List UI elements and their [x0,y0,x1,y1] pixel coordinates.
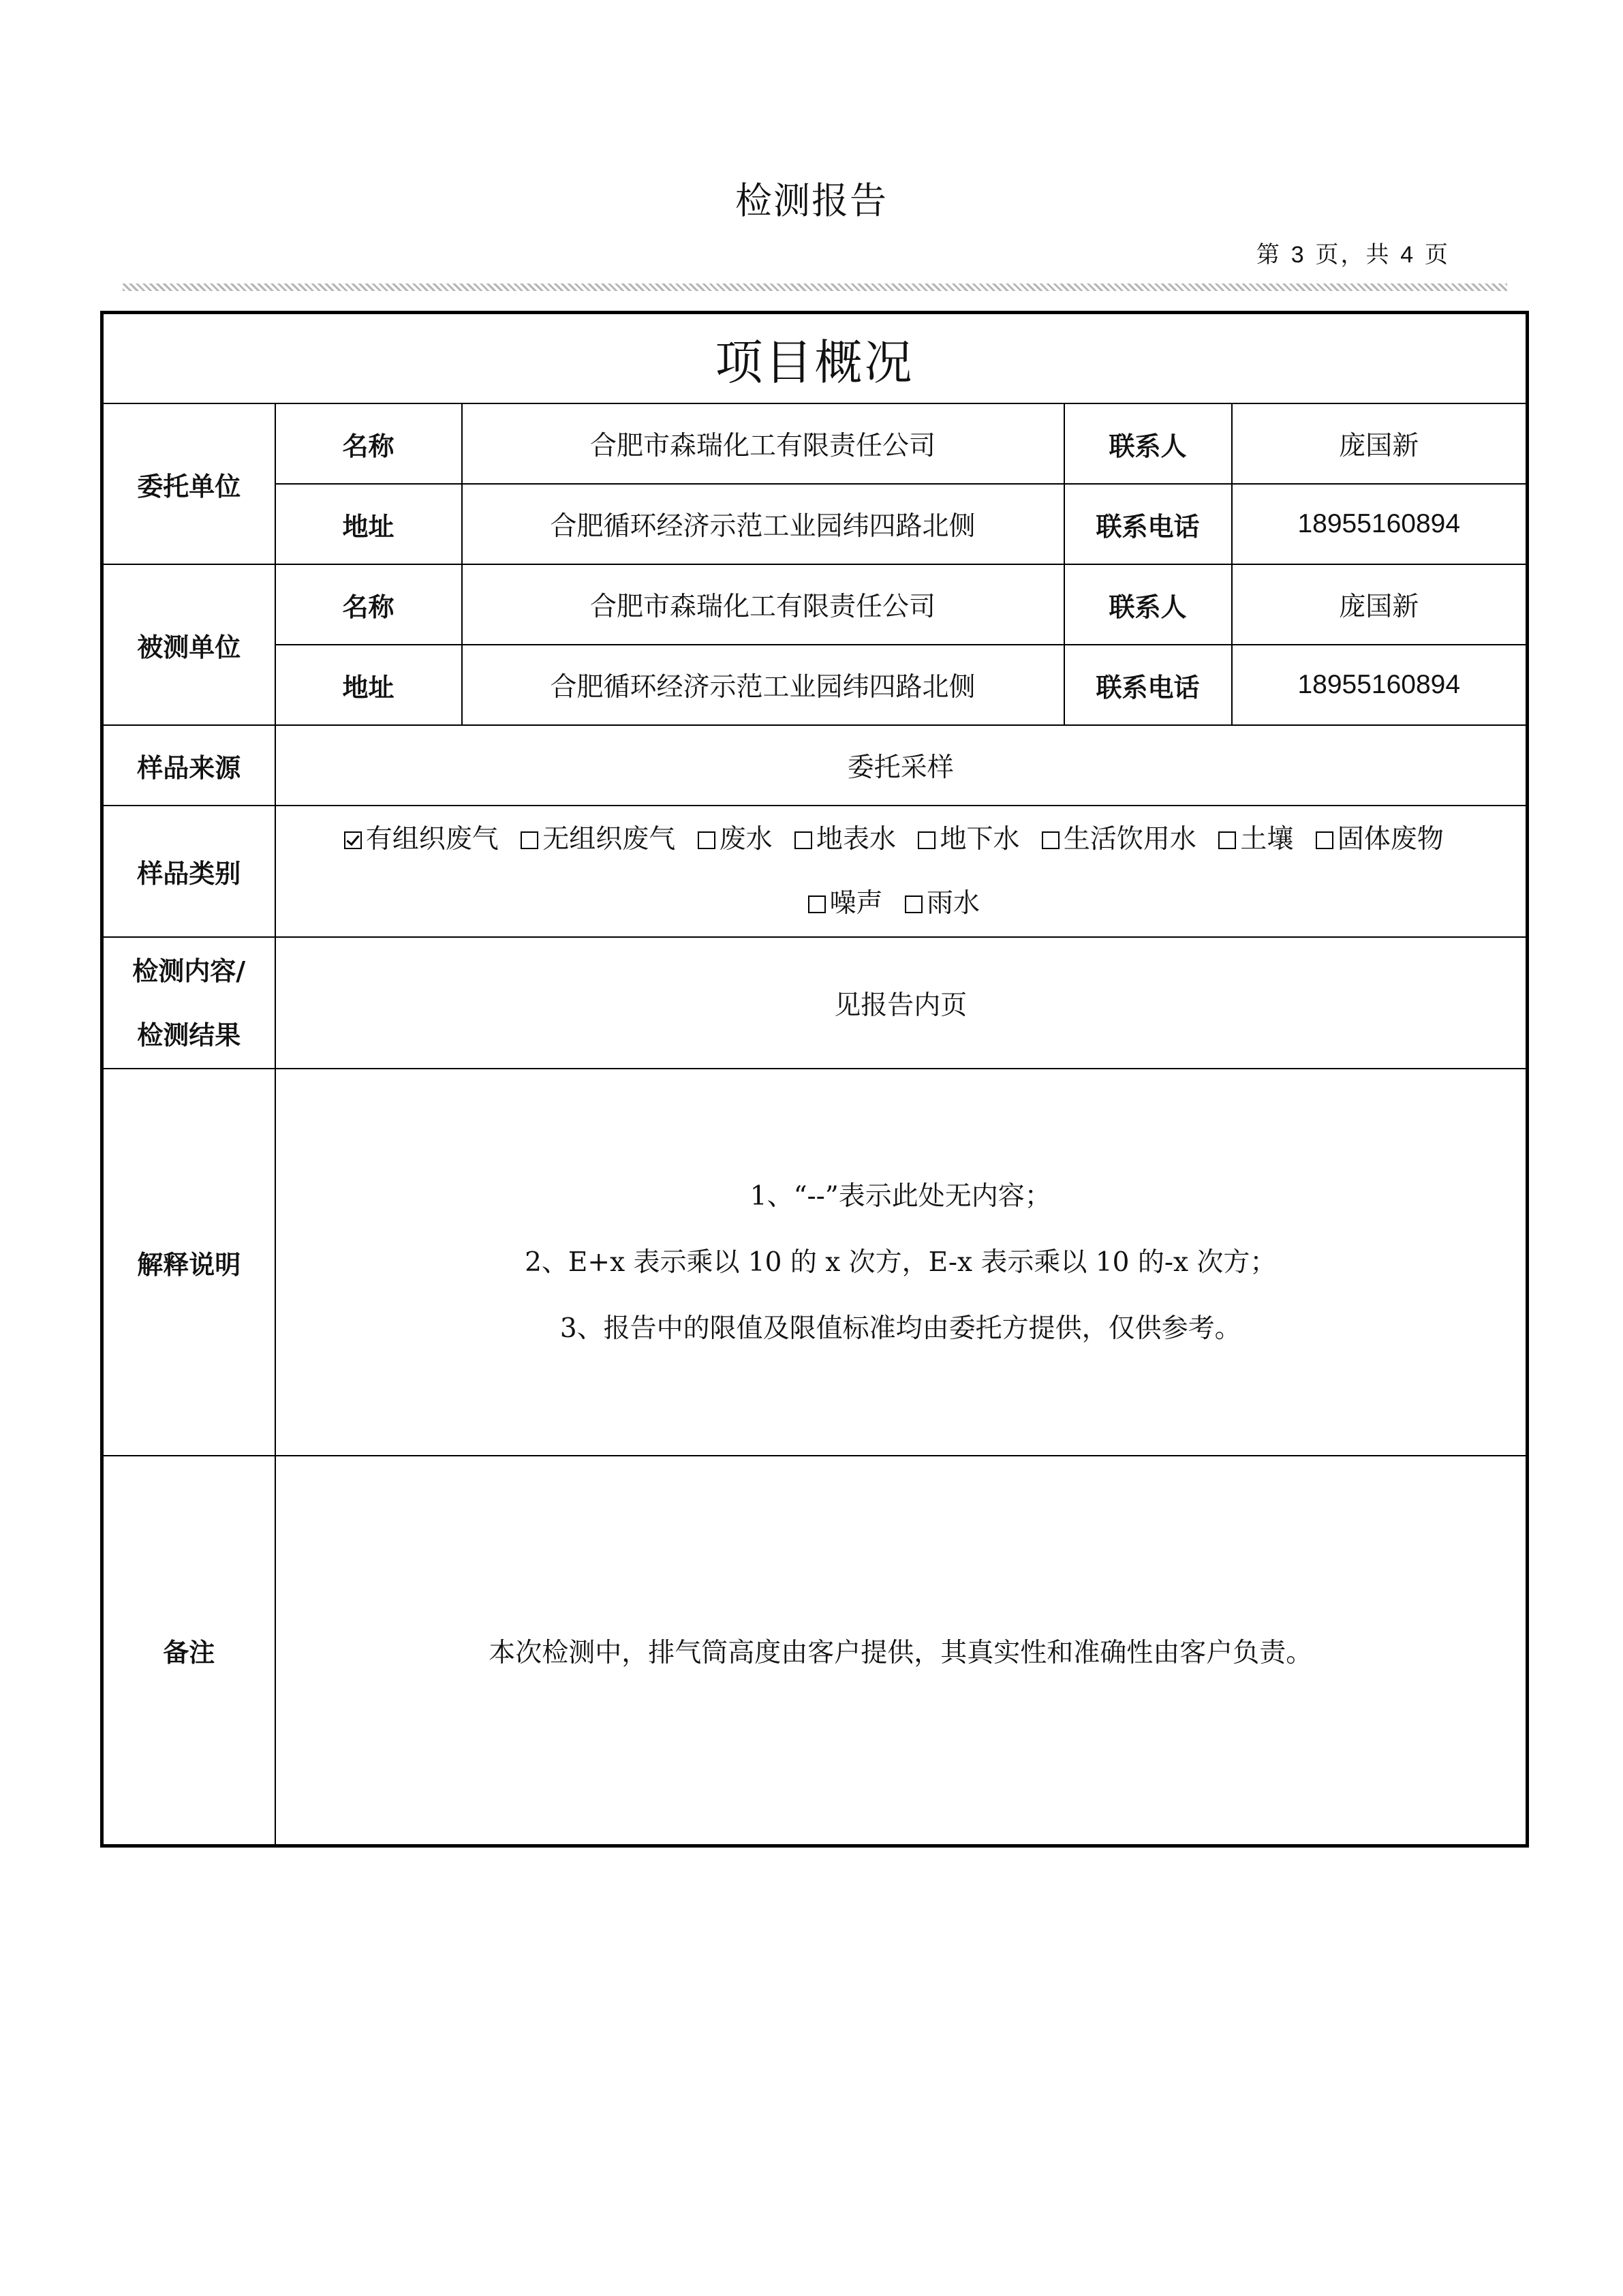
tested-unit-contact-label: 联系人 [1064,564,1232,645]
document-title: 检测报告 [735,179,888,222]
tested-unit-address: 合肥循环经济示范工业园纬四路北侧 [462,645,1064,725]
client-contact-label: 联系人 [1064,403,1232,484]
category-option-label: 生活饮用水 [1063,823,1196,855]
page-separator: 页，共 [1315,241,1391,269]
client-name-label: 名称 [275,403,462,484]
tested-unit-address-row [102,645,1528,725]
header-divider [123,284,1507,291]
checkbox-checked-icon[interactable] [344,831,362,849]
checkbox-icon[interactable] [1042,831,1060,849]
tested-unit-name: 合肥市森瑞化工有限责任公司 [462,564,1064,645]
tested-unit-label: 被测单位 [102,564,275,725]
sample-source-value: 委托采样 [275,725,1528,806]
test-content-label-line1: 检测内容/ [132,955,246,986]
category-option[interactable] [1316,808,1444,872]
client-address-row [102,484,1528,564]
test-content-label-line2: 检测结果 [137,1020,241,1050]
category-option[interactable] [918,808,1019,872]
category-option[interactable] [905,872,980,936]
client-name: 合肥市森瑞化工有限责任公司 [462,403,1064,484]
category-option-label: 地下水 [940,823,1020,855]
category-option-label: 噪声 [829,887,883,919]
tested-unit-contact: 庞国新 [1232,564,1528,645]
table-title: 项目概况 [102,313,1528,404]
table-title-row [102,313,1528,404]
sample-category-label: 样品类别 [102,806,275,937]
notes-row [102,1069,1528,1456]
page-prefix: 第 [1256,241,1282,269]
category-option[interactable] [1218,808,1293,872]
remark-value: 本次检测中，排气筒高度由客户提供，其真实性和准确性由客户负责。 [275,1456,1528,1846]
note-item: 1、“--”表示此处无内容； [749,1180,1051,1212]
sample-category-row [102,806,1528,937]
remark-label: 备注 [102,1456,275,1846]
client-contact: 庞国新 [1232,403,1528,484]
notes-content [275,1069,1528,1456]
checkbox-icon[interactable] [808,896,826,913]
client-phone: 18955160894 [1232,484,1528,564]
test-content-row [102,937,1528,1069]
category-option-label: 固体废物 [1337,823,1444,855]
tested-unit-phone: 18955160894 [1232,645,1528,725]
checkbox-icon[interactable] [1218,831,1236,849]
notes-label: 解释说明 [102,1069,275,1456]
category-option-label: 土壤 [1240,823,1294,855]
sample-source-row [102,725,1528,806]
client-label: 委托单位 [102,403,275,564]
sample-category-options [275,806,1528,937]
note-item: 3、报告中的限值及限值标准均由委托方提供，仅供参考。 [559,1313,1241,1344]
client-address-label: 地址 [275,484,462,564]
tested-unit-phone-label: 联系电话 [1064,645,1232,725]
remark-row [102,1456,1528,1846]
sample-source-label: 样品来源 [102,725,275,806]
client-phone-label: 联系电话 [1064,484,1232,564]
test-content-value: 见报告内页 [275,937,1528,1069]
note-item: 2、E+x 表示乘以 10 的 x 次方，E-x 表示乘以 10 的-x 次方； [525,1246,1277,1278]
tested-unit-name-label: 名称 [275,564,462,645]
category-option[interactable] [1042,808,1196,872]
checkbox-icon[interactable] [918,831,936,849]
checkbox-icon[interactable] [521,831,538,849]
category-option[interactable] [521,808,675,872]
checkbox-icon[interactable] [905,896,923,913]
client-name-row [102,403,1528,484]
category-option[interactable] [808,872,883,936]
category-option[interactable] [698,808,773,872]
page-suffix: 页 [1425,241,1450,269]
category-option-label: 无组织废气 [542,823,676,855]
tested-unit-name-row [102,564,1528,645]
category-option-label: 地表水 [816,823,897,855]
category-option-label: 废水 [719,823,773,855]
checkbox-icon[interactable] [1316,831,1333,849]
category-option[interactable] [344,808,499,872]
project-overview-table [100,311,1529,1848]
page-total: 4 [1400,242,1416,268]
page-current: 3 [1290,242,1306,268]
checkbox-icon[interactable] [794,831,812,849]
client-address: 合肥循环经济示范工业园纬四路北侧 [462,484,1064,564]
tested-unit-address-label: 地址 [275,645,462,725]
category-option-label: 雨水 [926,887,980,919]
category-option-label: 有组织废气 [365,823,499,855]
test-content-label [102,937,275,1069]
category-option[interactable] [794,808,896,872]
checkbox-icon[interactable] [698,831,715,849]
page-number [1256,236,1450,269]
